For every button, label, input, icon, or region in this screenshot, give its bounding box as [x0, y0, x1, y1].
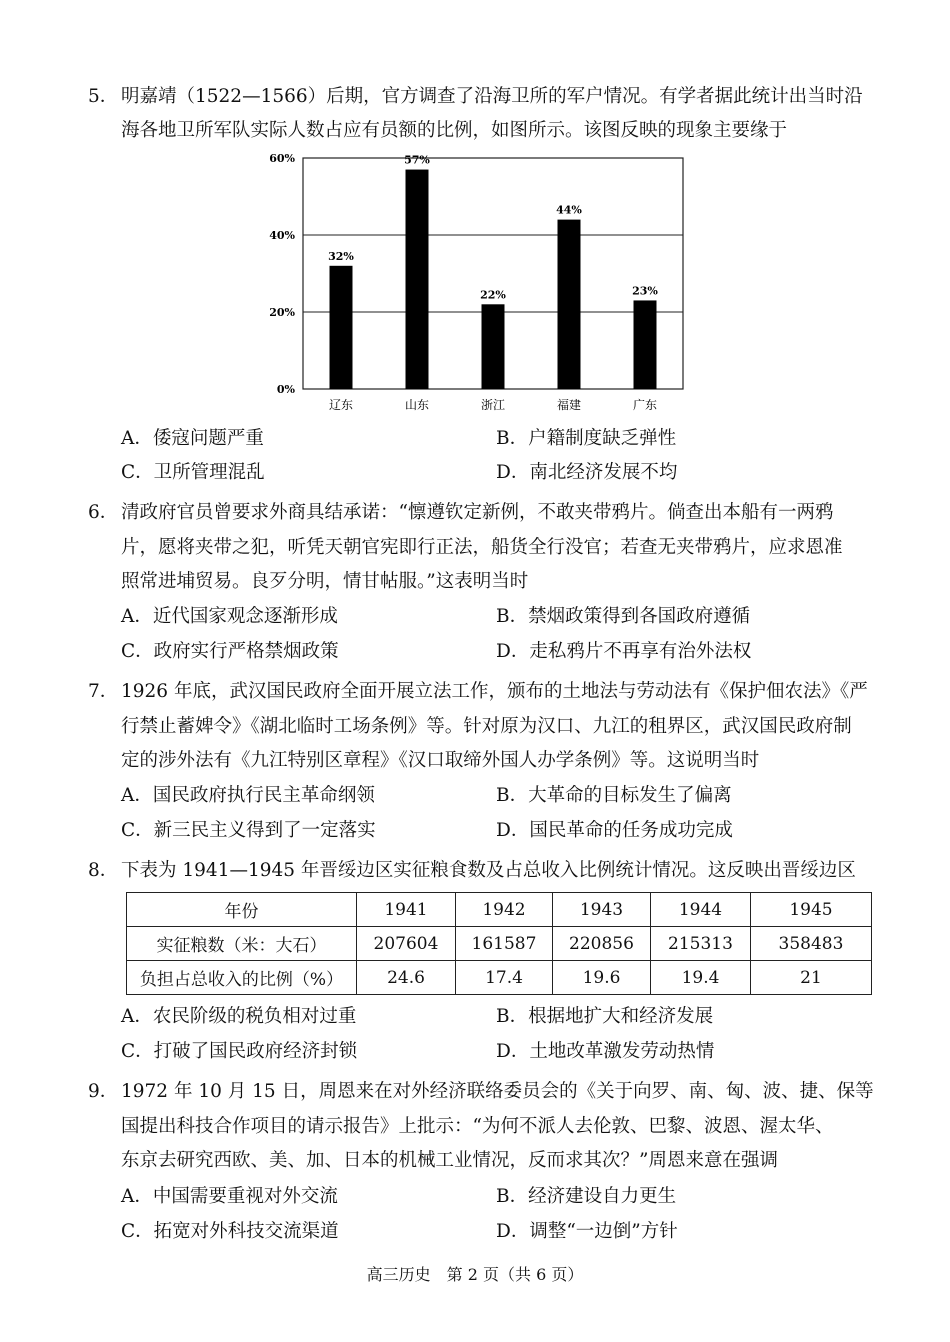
bar	[482, 304, 505, 389]
bar	[330, 266, 353, 389]
x-tick-label: 广东	[632, 398, 658, 412]
table-cell: 1944	[651, 893, 751, 927]
option-d[interactable]: D．南北经济发展不均	[496, 462, 678, 483]
option-d[interactable]: D．调整“一边倒”方针	[496, 1221, 678, 1242]
table-cell: 161587	[456, 927, 553, 961]
option-c[interactable]: C．新三民主义得到了一定落实	[121, 820, 376, 841]
question-text-line: 海各地卫所军队实际人数占应有员额的比例，如图所示。该图反映的现象主要缘于	[121, 120, 788, 141]
y-tick-label: 60%	[269, 152, 295, 165]
table-cell: 1945	[751, 893, 872, 927]
table-cell: 1943	[553, 893, 651, 927]
question-text-line: 东京去研究西欧、美、加、日本的机械工业情况，反而求其次？”周恩来意在强调	[121, 1150, 778, 1171]
option-a[interactable]: A．农民阶级的税负相对过重	[121, 1006, 357, 1027]
option-a[interactable]: A．中国需要重视对外交流	[121, 1186, 338, 1207]
question-text-line: 定的涉外法有《九江特别区章程》《汉口取缔外国人办学条例》等。这说明当时	[121, 750, 760, 771]
question-number: 8．	[88, 860, 119, 881]
question-text-line: 行禁止蓄婢令》《湖北临时工场条例》等。针对原为汉口、九江的租界区，武汉国民政府制	[121, 716, 852, 737]
table-cell: 207604	[357, 927, 456, 961]
question-text-line: 国提出科技合作项目的请示报告》上批示：“为何不派人去伦敦、巴黎、波恩、渥太华、	[121, 1116, 834, 1137]
option-b[interactable]: B．大革命的目标发生了偏离	[496, 785, 732, 806]
y-tick-label: 20%	[269, 306, 295, 319]
table-row	[127, 927, 872, 961]
question-text-line: 1926 年底，武汉国民政府全面开展立法工作，颁布的土地法与劳动法有《保护佃农法》《严	[121, 681, 868, 702]
table-cell: 19.6	[553, 961, 651, 995]
option-c[interactable]: C．拓宽对外科技交流渠道	[121, 1221, 339, 1242]
data-label: 22%	[480, 288, 506, 302]
option-d[interactable]: D．走私鸦片不再享有治外法权	[496, 641, 752, 662]
grain-table	[126, 892, 872, 995]
data-label: 23%	[632, 284, 658, 298]
option-b[interactable]: B．经济建设自力更生	[496, 1186, 677, 1207]
table-cell: 负担占总收入的比例（%）	[127, 961, 357, 995]
question-text-line: 清政府官员曾要求外商具结承诺：“懔遵钦定新例，不敢夹带鸦片。倘查出本船有一两鸦	[121, 502, 834, 523]
bar	[406, 170, 429, 389]
question-text-line: 片，愿将夹带之犯，听凭天朝官宪即行正法，船货全行没官；若查无夹带鸦片，应求恩准	[121, 537, 843, 558]
bar	[634, 300, 657, 389]
data-label: 44%	[556, 203, 582, 217]
table-header-row	[127, 893, 872, 927]
option-a[interactable]: A．近代国家观念逐渐形成	[121, 606, 338, 627]
option-d[interactable]: D．土地改革激发劳动热情	[496, 1041, 715, 1062]
table-cell: 19.4	[651, 961, 751, 995]
option-b[interactable]: B．禁烟政策得到各国政府遵循	[496, 606, 751, 627]
option-b[interactable]: B．根据地扩大和经济发展	[496, 1006, 714, 1027]
question-number: 7．	[88, 681, 119, 702]
bar	[558, 220, 581, 389]
table-cell: 215313	[651, 927, 751, 961]
x-tick-label: 浙江	[480, 398, 506, 412]
question-number: 9．	[88, 1081, 119, 1102]
question-text-line: 照常进埔贸易。良歹分明，情甘帖服。”这表明当时	[121, 571, 529, 592]
table-cell: 17.4	[456, 961, 553, 995]
option-c[interactable]: C．政府实行严格禁烟政策	[121, 641, 339, 662]
y-tick-label: 0%	[276, 383, 295, 396]
table-cell: 年份	[127, 893, 357, 927]
question-text-line: 1972 年 10 月 15 日，周恩来在对外经济联络委员会的《关于向罗、南、匈、波、捷、保等	[121, 1081, 874, 1102]
option-b[interactable]: B．户籍制度缺乏弹性	[496, 428, 677, 449]
x-tick-label: 福建	[556, 398, 582, 412]
question-number: 5．	[88, 86, 119, 107]
x-tick-label: 山东	[404, 398, 430, 412]
table-cell: 实征粮数（米：大石）	[127, 927, 357, 961]
option-c[interactable]: C．卫所管理混乱	[121, 462, 265, 483]
table-cell: 21	[751, 961, 872, 995]
data-label: 32%	[328, 249, 354, 263]
question-text-line: 明嘉靖（1522—1566）后期，官方调查了沿海卫所的军户情况。有学者据此统计出当时沿	[121, 86, 863, 107]
page-footer: 高三历史 第 2 页（共 6 页）	[366, 1265, 584, 1284]
option-a[interactable]: A．国民政府执行民主革命纲领	[121, 785, 375, 806]
question-text-line: 下表为 1941—1945 年晋绥边区实征粮食数及占总收入比例统计情况。这反映出晋绥边区	[121, 860, 856, 881]
table-cell: 1942	[456, 893, 553, 927]
option-c[interactable]: C．打破了国民政府经济封锁	[121, 1041, 358, 1062]
table-cell: 358483	[751, 927, 872, 961]
option-a[interactable]: A．倭寇问题严重	[121, 428, 264, 449]
bar-chart	[255, 150, 695, 415]
data-label: 57%	[404, 153, 430, 167]
x-tick-label: 辽东	[328, 398, 354, 412]
table-cell: 1941	[357, 893, 456, 927]
table-cell: 24.6	[357, 961, 456, 995]
option-d[interactable]: D．国民革命的任务成功完成	[496, 820, 733, 841]
table-cell: 220856	[553, 927, 651, 961]
y-tick-label: 40%	[269, 229, 295, 242]
table-row	[127, 961, 872, 995]
question-number: 6．	[88, 502, 119, 523]
